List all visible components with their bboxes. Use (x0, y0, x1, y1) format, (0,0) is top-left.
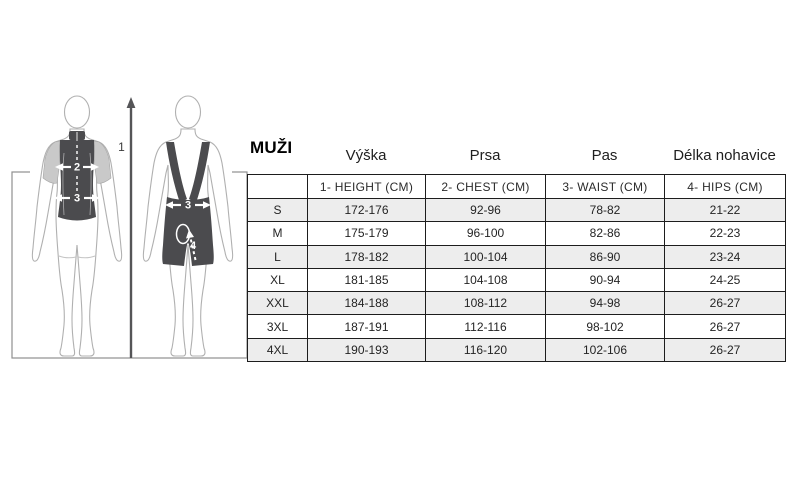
cell-chest: 116-120 (426, 338, 546, 361)
bib-waist-marker-label: 3 (184, 199, 192, 212)
table-row (248, 245, 786, 268)
cell-size: XXL (248, 292, 308, 315)
cell-waist: 90-94 (546, 268, 665, 291)
column-label-height: Výška (345, 147, 387, 164)
cell-size: 3XL (248, 315, 308, 338)
cell-hips: 26-27 (665, 315, 786, 338)
size-guide-illustration (0, 85, 260, 375)
cell-height: 187-191 (308, 315, 426, 338)
cell-waist: 82-86 (546, 222, 665, 245)
cell-size: M (248, 222, 308, 245)
col-header-chest: 2- CHEST (CM) (426, 175, 546, 199)
cell-height: 184-188 (308, 292, 426, 315)
cell-waist: 94-98 (546, 292, 665, 315)
cell-chest: 96-100 (426, 222, 546, 245)
arrow-up-icon (127, 97, 136, 108)
cell-height: 190-193 (308, 338, 426, 361)
column-label-chest: Prsa (469, 147, 501, 164)
column-label-waist: Pas (591, 147, 618, 164)
cell-height: 175-179 (308, 222, 426, 245)
gender-title: MUŽI (250, 138, 293, 157)
bibshorts-figure (143, 96, 232, 356)
cell-hips: 26-27 (665, 338, 786, 361)
cell-hips: 21-22 (665, 199, 786, 222)
cell-hips: 26-27 (665, 292, 786, 315)
column-labels-row (247, 138, 787, 174)
col-header-height: 1- HEIGHT (CM) (308, 175, 426, 199)
height-measure-line (118, 97, 135, 358)
cell-chest: 112-116 (426, 315, 546, 338)
cell-hips: 22-23 (665, 222, 786, 245)
cell-waist: 98-102 (546, 315, 665, 338)
table-row (248, 199, 786, 222)
table-row (248, 315, 786, 338)
table-row (248, 268, 786, 291)
cell-size: XL (248, 268, 308, 291)
table-header-row (248, 175, 786, 199)
cell-waist: 78-82 (546, 199, 665, 222)
cell-size: L (248, 245, 308, 268)
table-row (248, 292, 786, 315)
height-marker-label: 1 (118, 140, 125, 154)
col-header-size (248, 175, 308, 199)
cell-size: 4XL (248, 338, 308, 361)
cell-height: 172-176 (308, 199, 426, 222)
cell-chest: 100-104 (426, 245, 546, 268)
size-table-section (247, 138, 787, 362)
cell-size: S (248, 199, 308, 222)
jersey-sleeve-right (94, 141, 111, 183)
cell-hips: 23-24 (665, 245, 786, 268)
jersey-sleeve-left (43, 141, 60, 183)
table-row (248, 222, 786, 245)
hips-marker-label: 4 (189, 240, 197, 252)
col-header-hips: 4- HIPS (CM) (665, 175, 786, 199)
cell-hips: 24-25 (665, 268, 786, 291)
cell-height: 181-185 (308, 268, 426, 291)
cell-chest: 108-112 (426, 292, 546, 315)
col-header-waist: 3- WAIST (CM) (546, 175, 665, 199)
cell-height: 178-182 (308, 245, 426, 268)
cell-waist: 86-90 (546, 245, 665, 268)
cell-chest: 92-96 (426, 199, 546, 222)
jersey-figure (32, 96, 121, 356)
column-label-hips: Délka nohavice (673, 147, 776, 164)
waist-marker-label: 3 (73, 192, 81, 205)
cell-chest: 104-108 (426, 268, 546, 291)
chest-marker-label: 2 (73, 161, 81, 174)
table-row (248, 338, 786, 361)
cell-waist: 102-106 (546, 338, 665, 361)
size-table (247, 174, 786, 362)
